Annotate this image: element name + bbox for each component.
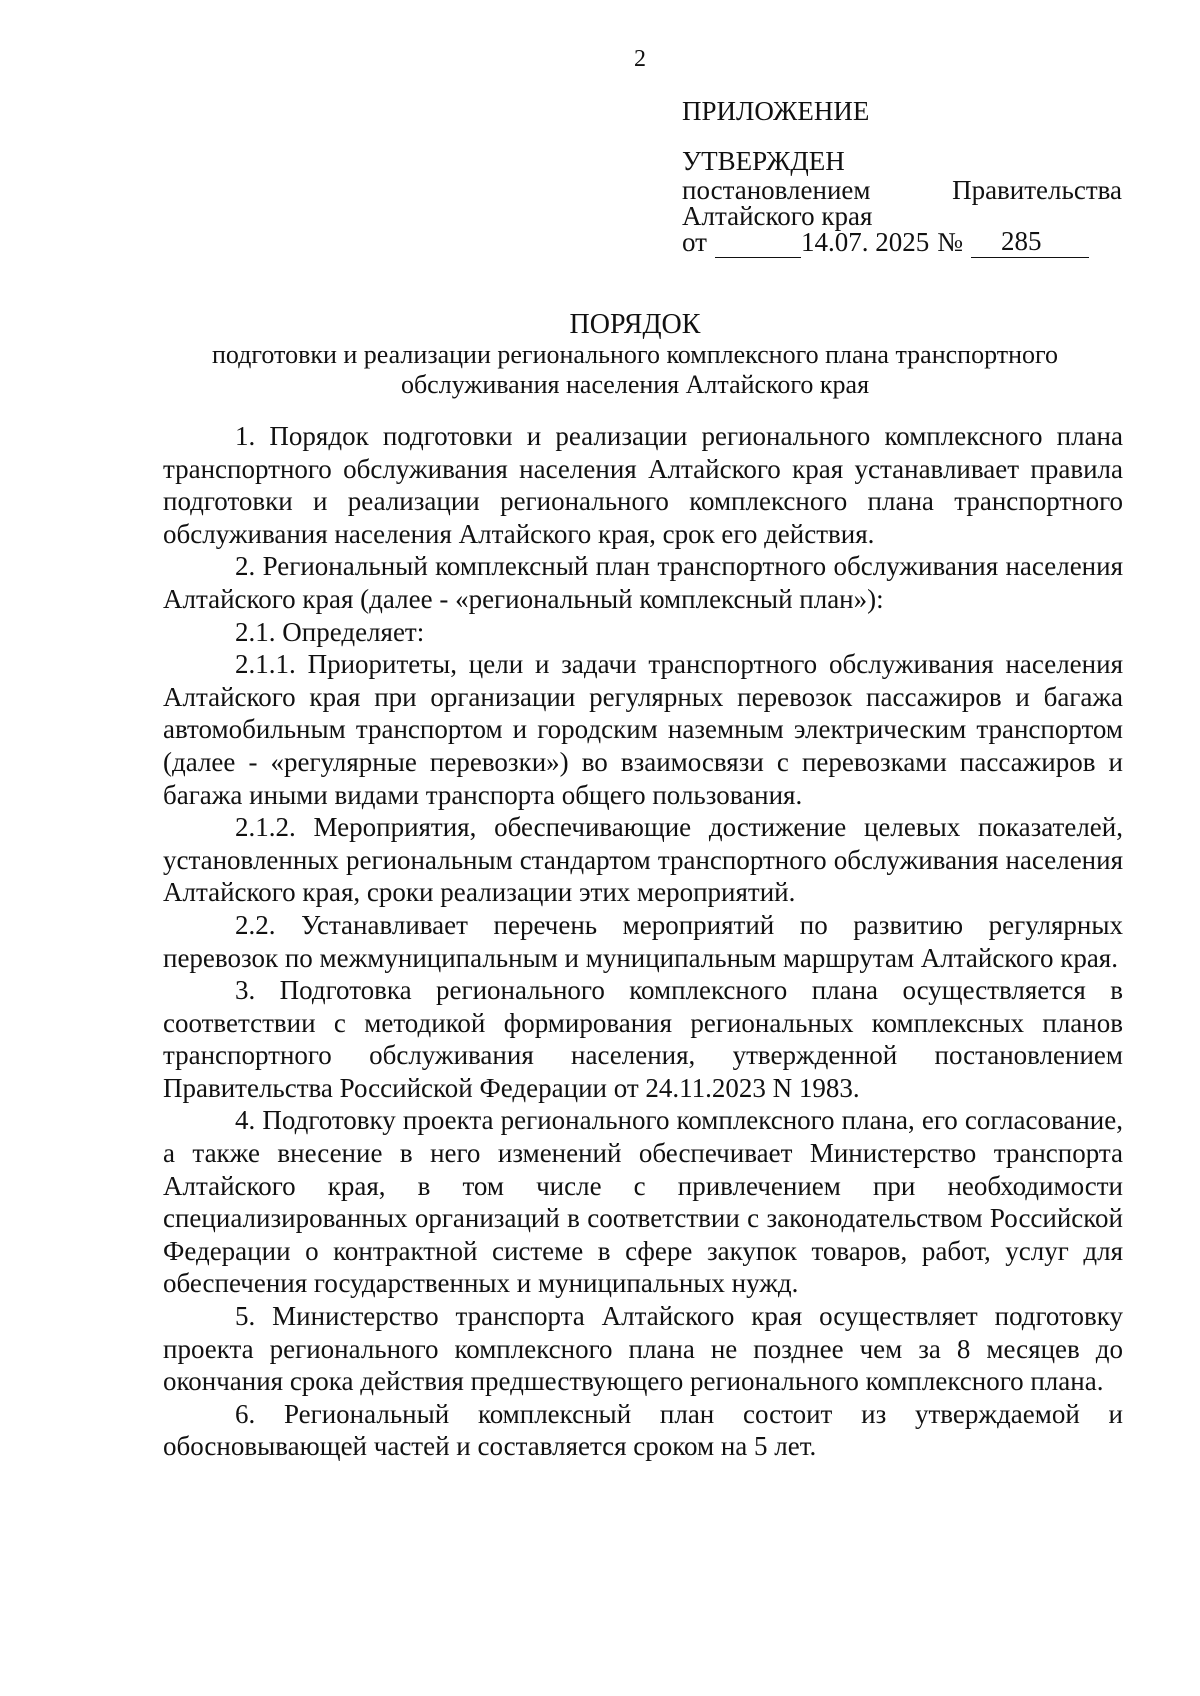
- by-decree-label: постановлением: [682, 175, 871, 205]
- date-number-line: [682, 227, 1089, 258]
- paragraph-2: 2. Региональный комплексный план транспортного обслуживания населения Алтайского края (далее - «региональный комплексный план»):: [163, 551, 1123, 614]
- document-title-block: [150, 310, 1120, 400]
- paragraph-4: 4. Подготовку проекта регионального комплексного плана, его согласование, а также внесение в него изменений обеспечивает Министерство транспорта Алтайского края, в том числе с привлечением при необходимости специализированных организаций в соответствии с законодательством Российской Федерации о контрактной системе в сфере закупок товаров, работ, услуг для обеспечения государственных и муниципальных нужд.: [163, 1105, 1123, 1299]
- paragraph-2-1-2: 2.1.2. Мероприятия, обеспечивающие достижение целевых показателей, установленных региональным стандартом транспортного обслуживания населения Алтайского края, сроки реализации этих мероприятий.: [163, 812, 1123, 908]
- paragraph-2-1-1: 2.1.1. Приоритеты, цели и задачи транспортного обслуживания населения Алтайского края при организации регулярных перевозок пассажиров и багажа автомобильным транспортом и городским наземным электрическим транспортом (далее - «регулярные перевозки») во взаимосвязи с перевозками пассажиров и багажа иными видами транспорта общего пользования.: [163, 649, 1123, 810]
- document-body: [163, 420, 1123, 1463]
- approved-label: УТВЕРЖДЕН: [682, 146, 845, 176]
- paragraph-2-2: 2.2. Устанавливает перечень мероприятий по развитию регулярных перевозок по межмуниципальным и муниципальным маршрутам Алтайского края.: [163, 909, 1123, 973]
- document-subtitle-line2: обслуживания населения Алтайского края: [400, 370, 870, 399]
- government-label: Правительства: [952, 175, 1122, 205]
- number-underline: [971, 226, 1089, 258]
- paragraph-2-1: 2.1. Определяет:: [235, 616, 425, 647]
- number-sign: №: [937, 227, 963, 257]
- paragraph-3: 3. Подготовка регионального комплексного плана осуществляется в соответствии с методикой формирования региональных комплексных планов транспортного обслуживания населения, утвержденной постановлением Правительства Российской Федерации от 24.11.2023 N 1983.: [163, 975, 1123, 1103]
- page-number: 2: [634, 46, 646, 72]
- paragraph-5: 5. Министерство транспорта Алтайского края осуществляет подготовку проекта регионального комплексного плана не позднее чем за 8 месяцев до окончания срока действия предшествующего регионального комплексного плана.: [163, 1301, 1123, 1397]
- from-label: от: [682, 227, 707, 257]
- region-label: Алтайского края: [682, 201, 873, 231]
- decree-date: 14.07. 2025: [800, 227, 930, 257]
- decree-number: 285: [1000, 226, 1042, 256]
- appendix-label: ПРИЛОЖЕНИЕ: [682, 96, 870, 126]
- document-title: ПОРЯДОК: [569, 309, 701, 340]
- document-subtitle-line1: подготовки и реализации регионального комплексного плана транспортного: [211, 340, 1059, 369]
- paragraph-6: 6. Региональный комплексный план состоит из утверждаемой и обосновывающей частей и составляется сроком на 5 лет.: [163, 1398, 1123, 1462]
- paragraph-1: 1. Порядок подготовки и реализации регионального комплексного плана транспортного обслуживания населения Алтайского края устанавливает правила подготовки и реализации регионального комплексного плана транспортного обслуживания населения Алтайского края, срок его действия.: [163, 421, 1123, 549]
- date-underline: [715, 229, 801, 258]
